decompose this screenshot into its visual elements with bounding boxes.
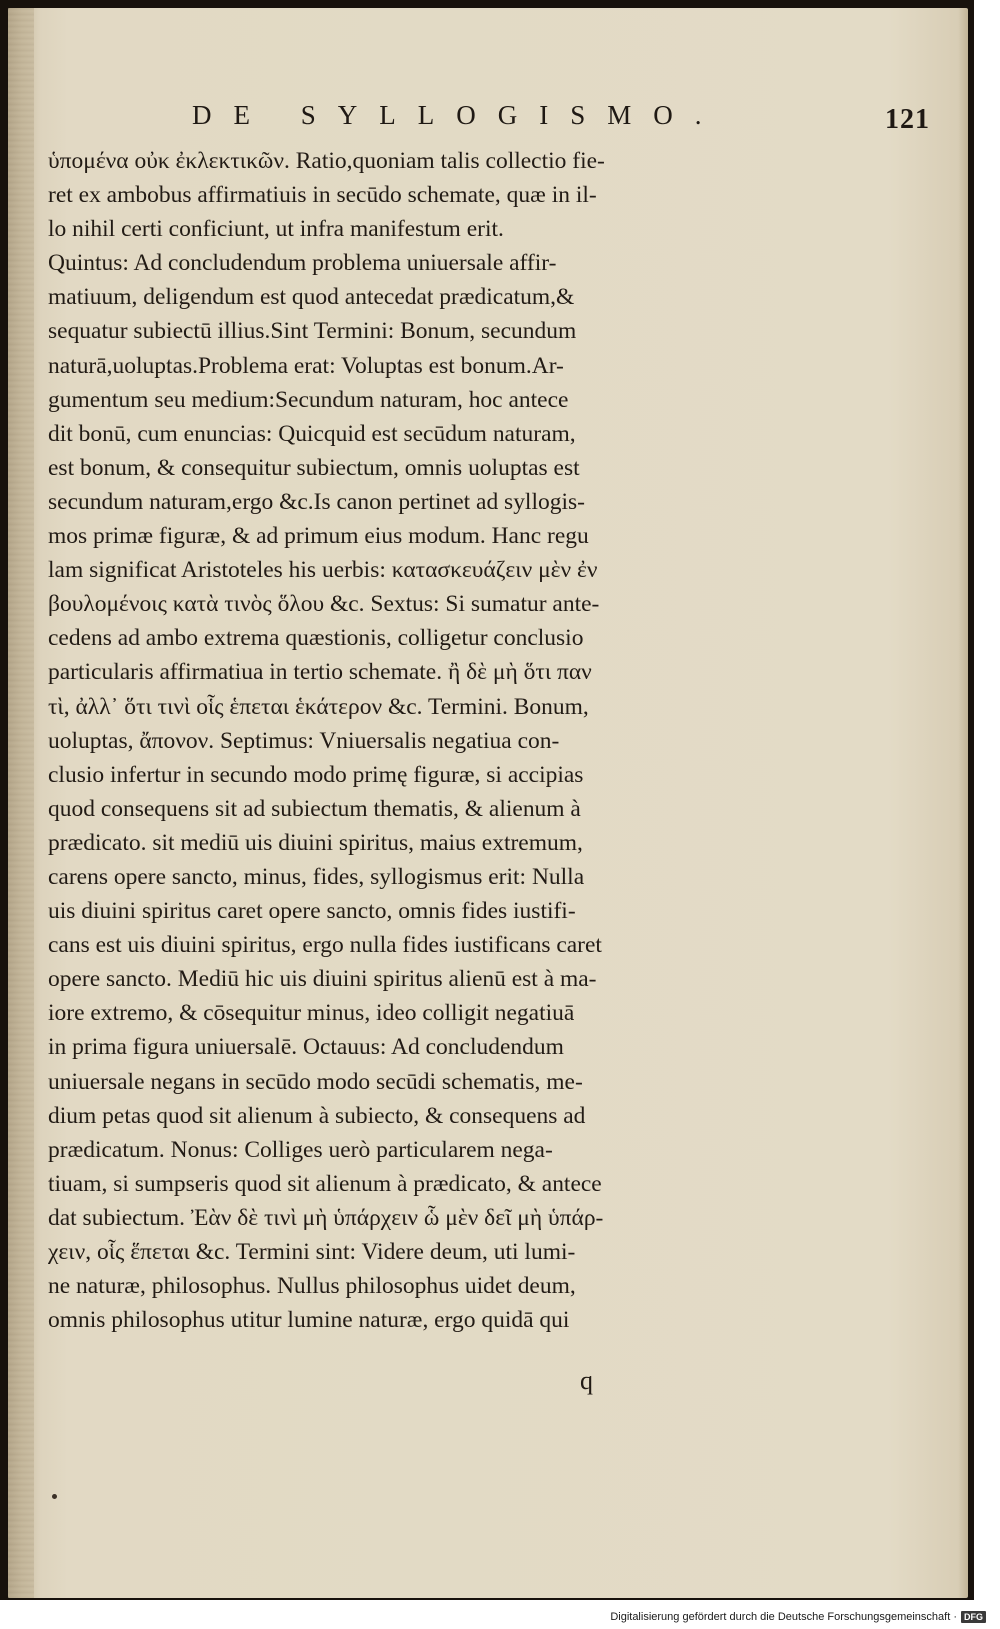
text-line: particularis affirmatiua in tertio schemate. ἢ δὲ μὴ ὅτι παν: [48, 659, 592, 686]
running-head: DE SYLLOGISMO.: [192, 100, 724, 130]
text-line: ὑπομένα οὐκ ἐκλεκτικῶν. Ratio,quoniam talis collectio fie-: [48, 148, 605, 174]
text-line: Quintus: Ad concludendum problema uniuersale affir-: [48, 250, 557, 277]
book-page: [8, 8, 968, 1598]
text-line: secundum naturam,ergo &c.Is canon pertinet ad syllogis-: [48, 488, 585, 515]
text-line: dit bonū, cum enuncias: Quicquid est secūdum naturam,: [48, 420, 576, 447]
text-line: ret ex ambobus affirmatiuis in secūdo schemate, quæ in il-: [48, 182, 597, 209]
text-line: lo nihil certi conficiunt, ut infra manifestum erit.: [48, 216, 504, 243]
digitization-credit: [610, 1611, 986, 1623]
text-line: matiuum, deligendum est quod antecedat prædicatum,&: [48, 284, 575, 311]
text-line: opere sancto. Mediū hic uis diuini spiritus alienū est à ma-: [48, 966, 597, 993]
text-line: mos primæ figuræ, & ad primum eius modum. Hanc regu: [48, 523, 589, 550]
text-line: est bonum, & consequitur subiectum, omnis uoluptas est: [48, 454, 580, 481]
text-line: quod consequens sit ad subiectum thematis, & alienum à: [48, 795, 581, 822]
text-line: prædicato. sit mediū uis diuini spiritus, maius extremum,: [48, 829, 583, 856]
text-line: sequatur subiectū illius.Sint Termini: Bonum, secundum: [48, 318, 577, 345]
text-line: lam significat Aristoteles his uerbis: κατασκευάζειν μὲν ἐν: [48, 557, 598, 584]
text-line: iore extremo, & cōsequitur minus, ideo colligit negatiuā: [48, 1000, 575, 1027]
signature-mark: q: [580, 1366, 593, 1395]
text-line: cedens ad ambo extrema quæstionis, colligetur conclusio: [48, 625, 584, 652]
text-line: dat subiectum. Ἐὰν δὲ τινὶ μὴ ὑπάρχειν ὧ μὲν δεῖ μὴ ὑπάρ-: [48, 1204, 604, 1231]
text-line: tiuam, si sumpseris quod sit alienum à prædicato, & antece: [48, 1170, 602, 1197]
text-line: cans est uis diuini spiritus, ergo nulla fides iustificans caret: [48, 932, 602, 959]
ink-speck: [52, 1494, 57, 1499]
text-line: naturā,uoluptas.Problema erat: Voluptas est bonum.Ar-: [48, 352, 564, 379]
text-line: τὶ, ἀλλ᾽ ὅτι τινὶ οἷς ἑπεται ἑκάτερον &c. Termini. Bonum,: [48, 693, 589, 720]
text-line: clusio infertur in secundo modo primę figuræ, si accipias: [48, 761, 584, 788]
text-line: dium petas quod sit alienum à subiecto, & consequens ad: [48, 1102, 586, 1129]
text-line: uis diuini spiritus caret opere sancto, omnis fides iustifi-: [48, 898, 576, 925]
body-text: [48, 144, 728, 1337]
text-line: prædicatum. Nonus: Colliges uerò particularem nega-: [48, 1136, 553, 1163]
page-number: 121: [885, 104, 930, 135]
dfg-logo-icon: DFG: [961, 1611, 986, 1623]
text-line: χειν, οἷς ἕπεται &c. Termini sint: Videre deum, uti lumi-: [48, 1239, 576, 1265]
text-line: βουλομένοις κατὰ τινὸς ὅλου &c. Sextus: Si sumatur ante-: [48, 591, 600, 618]
text-line: uoluptas, ἄπονον. Septimus: Vniuersalis negatiua con-: [48, 727, 560, 754]
text-line: uniuersale negans in secūdo modo secūdi schematis, me-: [48, 1068, 583, 1095]
text-line: gumentum seu medium:Secundum naturam, hoc antece: [48, 386, 569, 413]
credit-text: Digitalisierung gefördert durch die Deutsche Forschungsgemeinschaft ·: [610, 1611, 957, 1623]
text-line: in prima figura uniuersalē. Octauus: Ad concludendum: [48, 1034, 564, 1061]
text-line: ne naturæ, philosophus. Nullus philosophus uidet deum,: [48, 1273, 576, 1300]
text-line: omnis philosophus utitur lumine naturæ, ergo quidā qui: [48, 1307, 570, 1334]
text-line: carens opere sancto, minus, fides, syllogismus erit: Nulla: [48, 863, 585, 890]
